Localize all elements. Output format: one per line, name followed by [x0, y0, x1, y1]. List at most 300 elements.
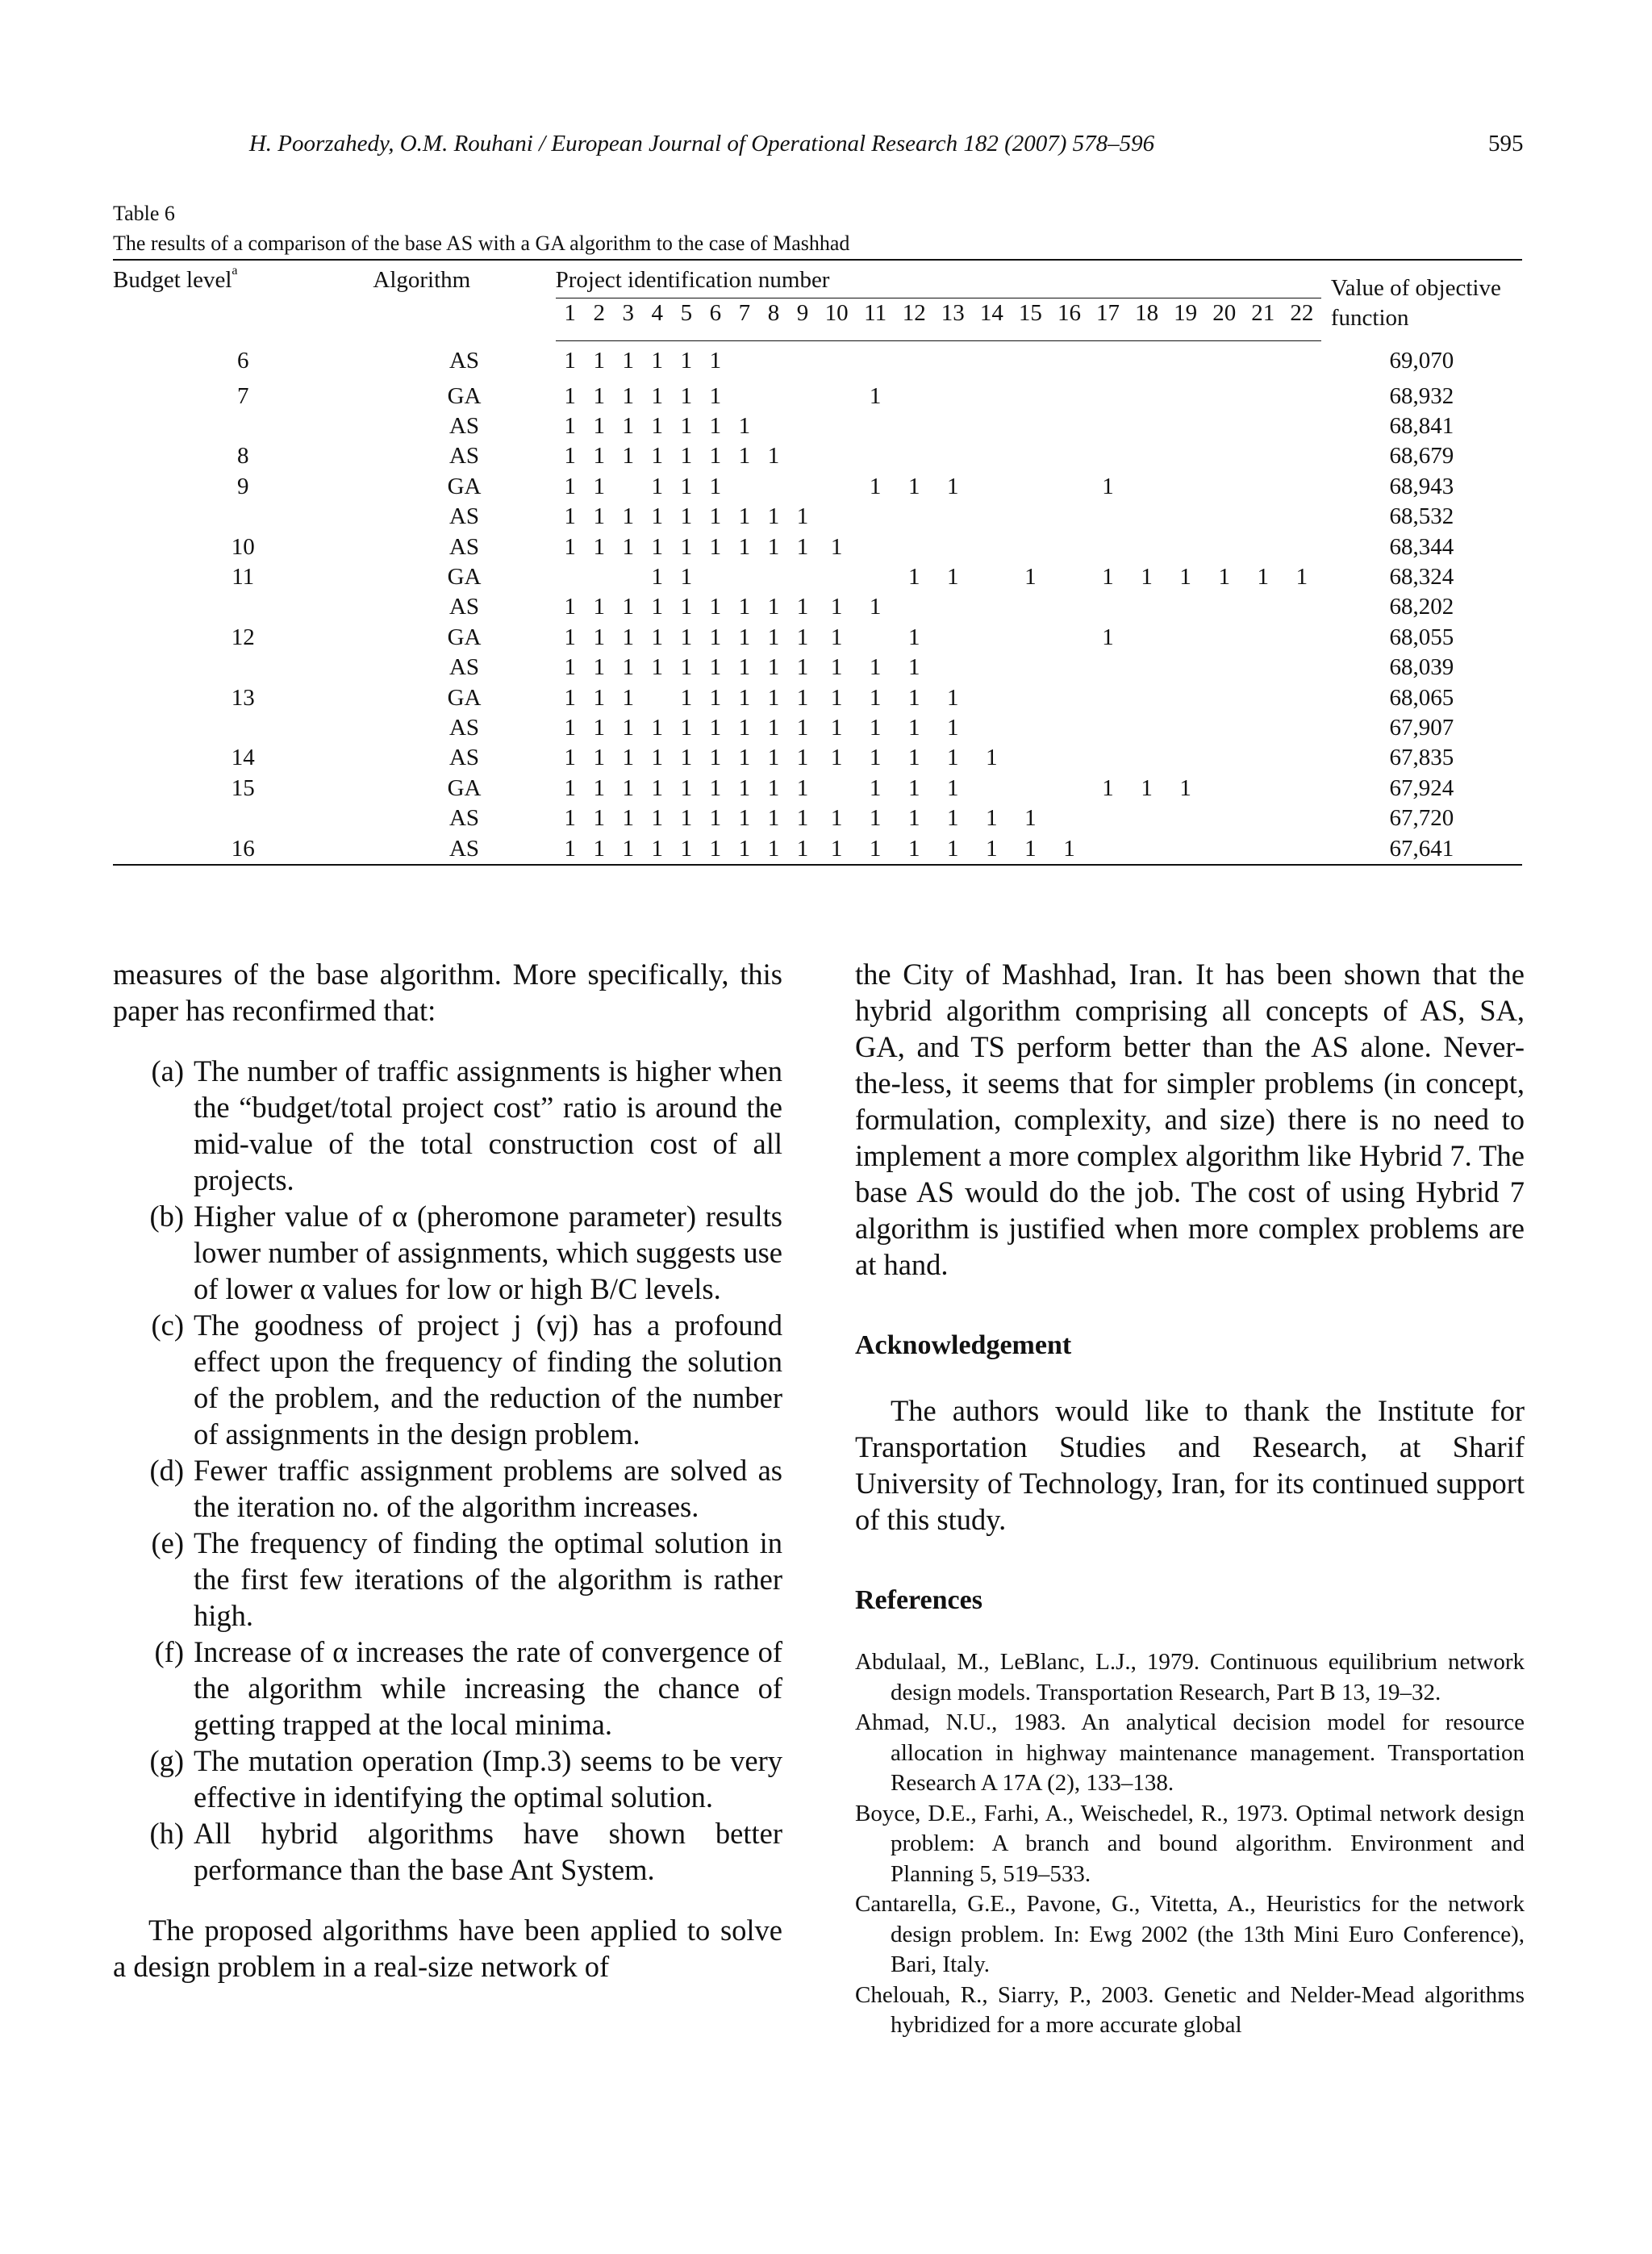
selection-cell: [933, 341, 972, 382]
algorithm-cell: AS: [448, 835, 480, 862]
selection-cell: [1049, 774, 1088, 804]
budget-cell: 6: [236, 347, 249, 374]
table-caption: [113, 198, 849, 258]
left-intro: measures of the base algorithm. More specifically, this paper has reconfirmed that:: [113, 958, 782, 1027]
objective-value-cell: 68,841: [1389, 412, 1454, 439]
selection-cell: 1: [593, 503, 605, 530]
selection-cell: [1166, 743, 1205, 773]
right-continuation: the City of Mashhad, Iran. It has been shown that the hybrid algorithm comprising all concepts of AS, SA, GA, and TS perform better than the AS alone. Never-the-less, it seems that for simpler problems (in concept, formulation, complexity, and size) there is no need to implement a more complex algorithm like Hybrid 7. The base AS would do the job. The cost of using Hybrid 7 algorithm is justified when more complex problems are at hand.: [855, 958, 1525, 1281]
table-row: [113, 713, 1522, 743]
finding-item: [113, 1307, 782, 1452]
selection-cell: [1166, 683, 1205, 713]
selection-cell: [1283, 441, 1321, 471]
selection-cell: 1: [651, 348, 664, 374]
table-row: [113, 411, 1522, 441]
selection-cell: 1: [651, 714, 664, 741]
selection-cell: 1: [564, 714, 576, 741]
reference-entry: Abdulaal, M., LeBlanc, L.J., 1979. Continuous equilibrium network design models. Transportation Research, Part B 13, 19–32.: [855, 1649, 1525, 1705]
budget-cell: 8: [236, 443, 249, 470]
selection-cell: 1: [947, 745, 959, 771]
algorithm-cell: AS: [448, 503, 480, 530]
finding-mark: (f): [154, 1635, 184, 1668]
selection-cell: [1205, 411, 1244, 441]
selection-cell: [1244, 834, 1283, 865]
selection-cell: [856, 441, 895, 471]
selection-cell: [972, 683, 1011, 713]
selection-cell: 1: [986, 805, 998, 832]
findings-list: [113, 1053, 782, 1888]
selection-cell: [933, 441, 972, 471]
selection-cell: [1088, 804, 1127, 833]
selection-cell: [1049, 683, 1088, 713]
reference-entry: Boyce, D.E., Farhi, A., Weischedel, R., 1973. Optimal network design problem: A branch and bound algorithm. Environment and Planning 5, 519–533.: [855, 1800, 1525, 1887]
selection-cell: [1011, 623, 1049, 653]
selection-cell: [1205, 341, 1244, 382]
selection-cell: 1: [767, 594, 780, 620]
project-number-13: 13: [933, 298, 972, 341]
selection-cell: [856, 532, 895, 562]
selection-cell: 1: [593, 533, 605, 560]
selection-cell: 1: [709, 835, 722, 862]
selection-cell: 1: [593, 654, 605, 681]
budget-cell: [113, 411, 373, 441]
selection-cell: 1: [651, 473, 664, 499]
selection-cell: 1: [593, 684, 605, 711]
selection-cell: 1: [767, 714, 780, 741]
selection-cell: 1: [986, 835, 998, 862]
selection-cell: 1: [830, 745, 843, 771]
header-algorithm: Algorithm: [373, 267, 471, 293]
selection-cell: [585, 562, 614, 592]
selection-cell: 1: [622, 654, 634, 681]
selection-cell: [1049, 441, 1088, 471]
selection-cell: 1: [564, 654, 576, 681]
selection-cell: 1: [830, 805, 843, 832]
selection-cell: 1: [738, 684, 751, 711]
selection-cell: [1088, 341, 1127, 382]
refs-heading: References: [855, 1585, 982, 1615]
selection-cell: [856, 341, 895, 382]
objective-value-cell: 68,202: [1389, 594, 1454, 620]
selection-cell: [1244, 411, 1283, 441]
selection-cell: 1: [709, 684, 722, 711]
selection-cell: [895, 441, 933, 471]
selection-cell: 1: [564, 774, 576, 801]
project-number-10: 10: [817, 298, 856, 341]
selection-cell: [1205, 472, 1244, 502]
objective-value-cell: 68,065: [1389, 684, 1454, 711]
selection-cell: 1: [738, 412, 751, 439]
table-row: [113, 562, 1522, 592]
selection-cell: 1: [593, 805, 605, 832]
selection-cell: [1011, 774, 1049, 804]
selection-cell: 1: [1102, 473, 1114, 499]
finding-mark: (b): [149, 1200, 184, 1233]
selection-cell: [614, 562, 643, 592]
selection-cell: 1: [767, 745, 780, 771]
table-row: [113, 804, 1522, 833]
selection-cell: 1: [709, 714, 722, 741]
selection-cell: 1: [830, 714, 843, 741]
selection-cell: 1: [830, 624, 843, 650]
algorithm-cell: AS: [448, 533, 480, 560]
selection-cell: 1: [796, 594, 809, 620]
selection-cell: 1: [830, 835, 843, 862]
table-label: Table 6: [113, 202, 175, 225]
table-row: [113, 623, 1522, 653]
finding-mark: (e): [151, 1526, 184, 1559]
budget-cell: 9: [236, 473, 249, 499]
selection-cell: 1: [709, 382, 722, 409]
selection-cell: [1244, 804, 1283, 833]
selection-cell: [1011, 441, 1049, 471]
selection-cell: 1: [796, 624, 809, 650]
selection-cell: [1049, 804, 1088, 833]
selection-cell: [972, 341, 1011, 382]
selection-cell: [1205, 623, 1244, 653]
selection-cell: [1166, 623, 1205, 653]
selection-cell: 1: [709, 473, 722, 499]
selection-cell: 1: [564, 382, 576, 409]
selection-cell: 1: [680, 624, 693, 650]
selection-cell: 1: [651, 503, 664, 530]
selection-cell: 1: [622, 684, 634, 711]
selection-cell: [1049, 743, 1088, 773]
header-budget-label: Budget level: [113, 267, 232, 293]
selection-cell: [1128, 683, 1166, 713]
finding-mark: (h): [149, 1817, 184, 1850]
project-number-6: 6: [701, 298, 730, 341]
finding-mark: (a): [151, 1054, 184, 1087]
selection-cell: [1166, 472, 1205, 502]
finding-text: The mutation operation (Imp.3) seems to be very effective in identifying the optimal solution.: [194, 1744, 782, 1814]
selection-cell: [788, 441, 817, 471]
header-value-label: Value of objective function: [1330, 275, 1501, 331]
selection-cell: 1: [1063, 835, 1075, 862]
project-number-16: 16: [1049, 298, 1088, 341]
finding-text: Higher value of α (pheromone parameter) results lower number of assignments, which suggests use of lower α values for low or high B/C levels.: [194, 1200, 782, 1305]
selection-cell: 1: [1218, 563, 1230, 590]
selection-cell: 1: [709, 594, 722, 620]
selection-cell: [1205, 713, 1244, 743]
selection-cell: 1: [651, 805, 664, 832]
selection-cell: 1: [651, 835, 664, 862]
budget-cell: 10: [231, 533, 255, 560]
selection-cell: 1: [651, 774, 664, 801]
selection-cell: 1: [907, 563, 920, 590]
selection-cell: [933, 411, 972, 441]
selection-cell: 1: [907, 624, 920, 650]
budget-cell: [113, 592, 373, 622]
selection-cell: [1011, 411, 1049, 441]
selection-cell: 1: [869, 714, 882, 741]
selection-cell: [1049, 562, 1088, 592]
selection-cell: [1128, 834, 1166, 865]
table-caption-text: The results of a comparison of the base AS with a GA algorithm to the case of Mashhad: [113, 232, 850, 255]
selection-cell: 1: [564, 503, 576, 530]
selection-cell: 1: [651, 594, 664, 620]
table-row: [113, 502, 1522, 532]
selection-cell: 1: [947, 563, 959, 590]
selection-cell: [972, 774, 1011, 804]
project-number-11: 11: [856, 298, 895, 341]
selection-cell: 1: [1141, 563, 1153, 590]
objective-value-cell: 68,324: [1389, 563, 1454, 590]
selection-cell: [1049, 472, 1088, 502]
selection-cell: 1: [651, 563, 664, 590]
project-number-21: 21: [1244, 298, 1283, 341]
selection-cell: 1: [680, 412, 693, 439]
selection-cell: [1088, 743, 1127, 773]
selection-cell: [1049, 532, 1088, 562]
selection-cell: [1166, 411, 1205, 441]
selection-cell: 1: [767, 835, 780, 862]
selection-cell: 1: [796, 774, 809, 801]
selection-cell: 1: [869, 774, 882, 801]
objective-value-cell: 67,720: [1389, 805, 1454, 832]
selection-cell: [1049, 653, 1088, 682]
selection-cell: [933, 532, 972, 562]
selection-cell: 1: [947, 805, 959, 832]
selection-cell: 1: [593, 348, 605, 374]
selection-cell: 1: [593, 714, 605, 741]
selection-cell: [856, 502, 895, 532]
selection-cell: [1011, 472, 1049, 502]
selection-cell: [1166, 834, 1205, 865]
selection-cell: 1: [651, 533, 664, 560]
selection-cell: 1: [869, 805, 882, 832]
selection-cell: [817, 502, 856, 532]
selection-cell: 1: [593, 473, 605, 499]
selection-cell: [788, 411, 817, 441]
selection-cell: 1: [622, 443, 634, 470]
selection-cell: 1: [651, 654, 664, 681]
selection-cell: [972, 441, 1011, 471]
selection-cell: [1128, 441, 1166, 471]
selection-cell: [1244, 532, 1283, 562]
selection-cell: 1: [564, 473, 576, 499]
table-row: [113, 834, 1522, 865]
selection-cell: 1: [1179, 774, 1191, 801]
selection-cell: [1128, 411, 1166, 441]
selection-cell: 1: [738, 835, 751, 862]
objective-value-cell: 68,532: [1389, 503, 1454, 530]
selection-cell: [1244, 743, 1283, 773]
selection-cell: 1: [907, 714, 920, 741]
finding-text: Fewer traffic assignment problems are solved as the iteration no. of the algorithm increases.: [194, 1454, 782, 1523]
selection-cell: [972, 562, 1011, 592]
selection-cell: 1: [907, 774, 920, 801]
selection-cell: 1: [738, 714, 751, 741]
selection-cell: 1: [709, 624, 722, 650]
selection-cell: [1049, 592, 1088, 622]
selection-cell: [1205, 804, 1244, 833]
selection-cell: [972, 411, 1011, 441]
selection-cell: 1: [767, 654, 780, 681]
selection-cell: 1: [564, 745, 576, 771]
project-number-12: 12: [895, 298, 933, 341]
selection-cell: 1: [680, 563, 693, 590]
selection-cell: 1: [869, 382, 882, 409]
selection-cell: 1: [680, 348, 693, 374]
selection-cell: [759, 472, 788, 502]
selection-cell: 1: [564, 533, 576, 560]
project-number-5: 5: [672, 298, 701, 341]
selection-cell: 1: [593, 382, 605, 409]
table-row: [113, 382, 1522, 411]
selection-cell: [759, 341, 788, 382]
project-number-8: 8: [759, 298, 788, 341]
selection-cell: 1: [796, 503, 809, 530]
selection-cell: 1: [680, 533, 693, 560]
selection-cell: [1283, 653, 1321, 682]
selection-cell: 1: [651, 443, 664, 470]
selection-cell: [1088, 411, 1127, 441]
selection-cell: 1: [593, 774, 605, 801]
algorithm-cell: AS: [448, 594, 480, 620]
selection-cell: [1128, 804, 1166, 833]
table-row: [113, 683, 1522, 713]
selection-cell: [643, 683, 672, 713]
selection-cell: [1049, 502, 1088, 532]
selection-cell: [1049, 411, 1088, 441]
selection-cell: 1: [680, 714, 693, 741]
selection-cell: [614, 472, 643, 502]
selection-cell: [701, 562, 730, 592]
selection-cell: [759, 411, 788, 441]
selection-cell: [817, 341, 856, 382]
selection-cell: 1: [796, 533, 809, 560]
objective-value-cell: 67,924: [1389, 774, 1454, 801]
selection-cell: [895, 411, 933, 441]
selection-cell: 1: [796, 684, 809, 711]
selection-cell: [972, 623, 1011, 653]
selection-cell: [1128, 382, 1166, 411]
selection-cell: 1: [622, 594, 634, 620]
selection-cell: [817, 774, 856, 804]
selection-cell: [556, 562, 585, 592]
selection-cell: 1: [564, 624, 576, 650]
budget-cell: [113, 502, 373, 532]
selection-cell: 1: [709, 774, 722, 801]
selection-cell: [1244, 592, 1283, 622]
selection-cell: [1128, 653, 1166, 682]
selection-cell: 1: [796, 654, 809, 681]
table-row: [113, 472, 1522, 502]
selection-cell: [1283, 592, 1321, 622]
selection-cell: [1011, 743, 1049, 773]
table-body: [113, 341, 1522, 866]
objective-value-cell: 68,679: [1389, 443, 1454, 470]
objective-value-cell: 68,039: [1389, 654, 1454, 681]
table-row: [113, 592, 1522, 622]
algorithm-cell: AS: [448, 654, 480, 681]
ack-heading: Acknowledgement: [855, 1330, 1072, 1360]
selection-cell: [1244, 382, 1283, 411]
right-column: [855, 956, 1525, 2041]
selection-cell: 1: [709, 533, 722, 560]
finding-mark: (g): [149, 1744, 184, 1777]
page-number: 595: [1488, 131, 1524, 157]
selection-cell: [1049, 341, 1088, 382]
selection-cell: [1166, 441, 1205, 471]
selection-cell: 1: [622, 774, 634, 801]
selection-cell: 1: [1024, 563, 1037, 590]
selection-cell: 1: [869, 473, 882, 499]
selection-cell: 1: [709, 654, 722, 681]
selection-cell: 1: [564, 443, 576, 470]
finding-item: [113, 1198, 782, 1307]
selection-cell: [817, 562, 856, 592]
results-table: [113, 259, 1522, 866]
selection-cell: [972, 532, 1011, 562]
selection-cell: [1166, 804, 1205, 833]
project-number-14: 14: [972, 298, 1011, 341]
selection-cell: 1: [907, 473, 920, 499]
selection-cell: 1: [830, 654, 843, 681]
algorithm-cell: AS: [448, 714, 480, 741]
finding-item: [113, 1525, 782, 1634]
selection-cell: 1: [680, 805, 693, 832]
selection-cell: [1011, 653, 1049, 682]
selection-cell: 1: [622, 835, 634, 862]
selection-cell: [1088, 653, 1127, 682]
selection-cell: [895, 341, 933, 382]
selection-cell: 1: [622, 533, 634, 560]
selection-cell: 1: [564, 594, 576, 620]
selection-cell: 1: [907, 684, 920, 711]
header-project-label: Project identification number: [555, 267, 830, 293]
project-number-2: 2: [585, 298, 614, 341]
selection-cell: 1: [680, 835, 693, 862]
selection-cell: 1: [1179, 563, 1191, 590]
objective-value-cell: 68,344: [1389, 533, 1454, 560]
selection-cell: [1128, 341, 1166, 382]
finding-text: All hybrid algorithms have shown better performance than the base Ant System.: [194, 1817, 782, 1886]
project-number-20: 20: [1205, 298, 1244, 341]
selection-cell: 1: [947, 684, 959, 711]
selection-cell: [817, 441, 856, 471]
selection-cell: 1: [767, 805, 780, 832]
selection-cell: 1: [767, 684, 780, 711]
selection-cell: 1: [1295, 563, 1308, 590]
selection-cell: [1011, 341, 1049, 382]
selection-cell: 1: [869, 594, 882, 620]
selection-cell: [788, 472, 817, 502]
algorithm-cell: AS: [448, 412, 480, 439]
selection-cell: [933, 382, 972, 411]
selection-cell: 1: [622, 348, 634, 374]
selection-cell: 1: [738, 624, 751, 650]
selection-cell: [1049, 382, 1088, 411]
selection-cell: 1: [1102, 624, 1114, 650]
finding-item: [113, 1452, 782, 1525]
selection-cell: [972, 502, 1011, 532]
selection-cell: [1205, 683, 1244, 713]
objective-value-cell: 67,641: [1389, 835, 1454, 862]
running-head: H. Poorzahedy, O.M. Rouhani / European Journal of Operational Research 182 (2007) 578–596: [248, 131, 1155, 157]
selection-cell: 1: [767, 533, 780, 560]
selection-cell: 1: [622, 412, 634, 439]
selection-cell: 1: [593, 443, 605, 470]
budget-cell: [113, 804, 373, 833]
project-number-18: 18: [1128, 298, 1166, 341]
selection-cell: 1: [564, 684, 576, 711]
selection-cell: [1283, 341, 1321, 382]
objective-value-cell: 67,907: [1389, 714, 1454, 741]
finding-item: [113, 1634, 782, 1743]
selection-cell: [933, 592, 972, 622]
